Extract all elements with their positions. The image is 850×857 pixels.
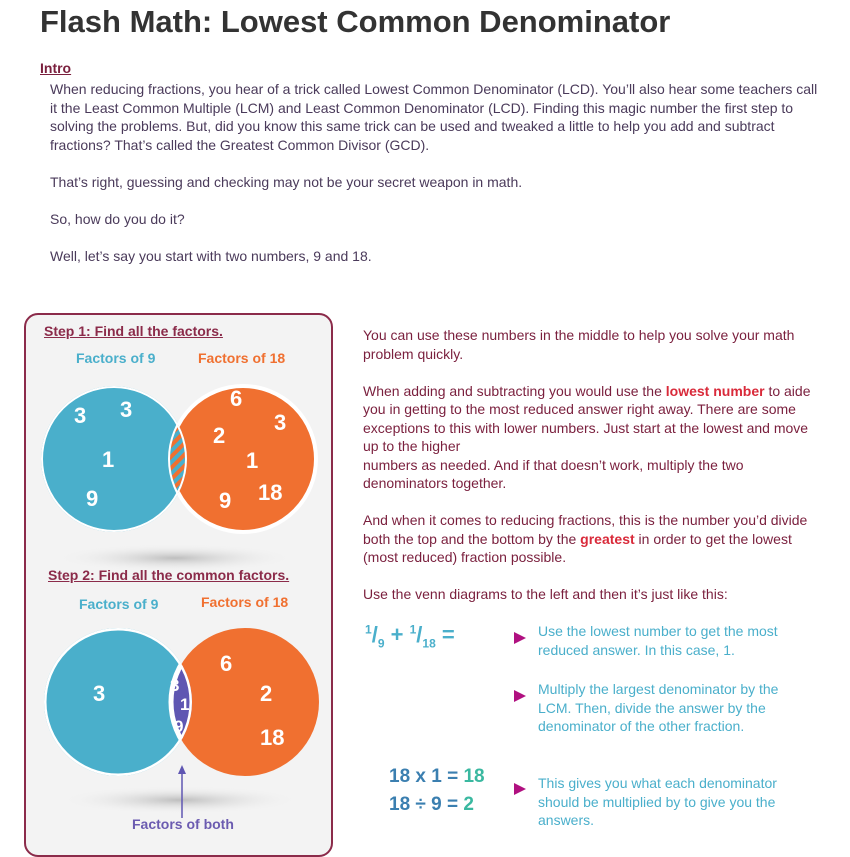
- explanation-paragraph: Use the venn diagrams to the left and then it’s just like this:: [363, 586, 728, 602]
- venn1-right-number: 2: [213, 423, 226, 448]
- venn2-right-number: 2: [260, 681, 273, 706]
- page-title: Flash Math: Lowest Common Denominator: [40, 4, 671, 39]
- venn1-left-number: 9: [86, 486, 99, 511]
- venn1-right-label: Factors of 18: [198, 350, 286, 366]
- venn-shadow: [60, 786, 300, 814]
- venn2-right-circle: [171, 628, 319, 776]
- venn1-left-label: Factors of 9: [76, 350, 156, 366]
- venn1-left-number: 3: [74, 403, 87, 428]
- intro-text: [50, 80, 820, 284]
- venn1-right-number: 1: [246, 448, 259, 473]
- step-1-heading: Step 1: Find all the factors.: [44, 323, 223, 339]
- step-2-heading: Step 2: Find all the common factors.: [48, 567, 290, 583]
- tip-text: Use the lowest number to get the most reduced answer. In this case, 1.: [538, 623, 778, 658]
- intro-paragraph: So, how do you do it?: [50, 210, 185, 227]
- tip-text: This gives you what each denominator should be multiplied by to give you the answers.: [538, 775, 777, 828]
- venn1-right-number: 18: [258, 480, 283, 505]
- intro-paragraph: When reducing fractions, you hear of a trick called Lowest Common Denominator (LCD). You’ll also hear some teachers call it the Least Common Multiple (LCM) and Least Common Denominator (LCD). Finding this magic number the first step to solving the problems. But, did you know this same trick can be used and tweaked a little to help you add and subtract fractions? That’s called the Greatest Common Divisor (GCD).: [50, 81, 818, 153]
- equation-line: 18 ÷ 9 = 2: [389, 794, 474, 815]
- explanation-paragraph: And when it comes to reducing fractions, this is the number you’d divide both the top and the bottom by the greatest in order to get the lowest (most reduced) fraction possible.: [363, 512, 808, 565]
- venn1-right-circle: [170, 386, 316, 532]
- venn2-right-number: 6: [220, 651, 233, 676]
- venn1-right-number: 6: [230, 386, 243, 411]
- venn2-right-label: Factors of 18: [201, 594, 289, 610]
- venn2-common-number: 3: [170, 676, 180, 695]
- intro-paragraph: That’s right, guessing and checking may not be your secret weapon in math.: [50, 173, 523, 190]
- venn1-left-number: 3: [120, 397, 133, 422]
- triangle-bullet-icon: [514, 690, 526, 702]
- tip-text: Multiply the largest denominator by the LCM. Then, divide the answer by the denominator of the other fraction.: [538, 681, 779, 734]
- explanation-paragraph: When adding and subtracting you would use the lowest number to aide you in getting to the most reduced answer right away. There are some exceptions to this with lower numbers. Just start at the lowest and move up to the higher: [363, 382, 811, 454]
- triangle-bullet-icon: [514, 632, 526, 644]
- venn1-right-number: 9: [219, 488, 232, 513]
- equation-line: 18 x 1 = 18: [389, 766, 485, 787]
- factors-of-both-label: Factors of both: [132, 816, 234, 832]
- venn2-common-number: 9: [174, 717, 184, 736]
- explanation-text: [363, 326, 818, 604]
- triangle-bullet-icon: [514, 783, 526, 795]
- explanation-paragraph: numbers as needed. And if that doesn’t work, multiply the two denominators together.: [363, 456, 744, 491]
- venn1-left-number: 1: [102, 447, 115, 472]
- venn1-right-number: 3: [274, 410, 287, 435]
- venn2-right-number: 18: [260, 725, 285, 750]
- explanation-paragraph: You can use these numbers in the middle to help you solve your math problem quickly.: [363, 327, 795, 362]
- fraction-expression: $^1/_9 + ^1/_{18}$ =: [365, 622, 455, 651]
- both-pointer-arrow-icon: [178, 765, 186, 774]
- venn2-left-label: Factors of 9: [79, 596, 159, 612]
- intro-paragraph: Well, let’s say you start with two numbers, 9 and 18.: [50, 247, 372, 264]
- venn2-left-number: 3: [93, 681, 106, 706]
- venn2-common-number: 1: [180, 695, 190, 714]
- intro-heading: Intro: [40, 60, 72, 76]
